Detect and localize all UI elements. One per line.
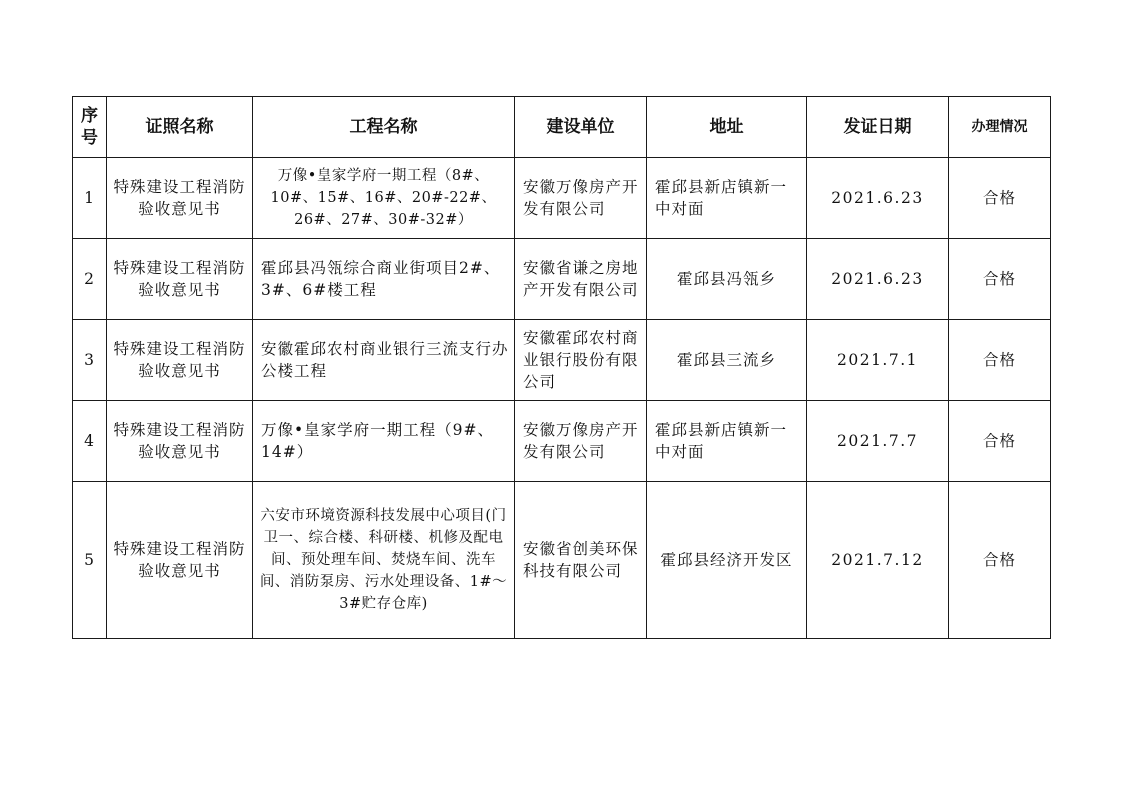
cell-address: 霍邱县新店镇新一中对面 xyxy=(647,158,807,239)
cell-serial-number: 5 xyxy=(73,482,107,639)
header-address: 地址 xyxy=(647,97,807,158)
cell-serial-number: 1 xyxy=(73,158,107,239)
certificate-table xyxy=(72,96,1051,639)
cell-certificate-name: 特殊建设工程消防验收意见书 xyxy=(107,401,253,482)
cell-issue-date: 2021.7.7 xyxy=(807,401,949,482)
cell-project-name: 万像•皇家学府一期工程（9#、14#） xyxy=(253,401,515,482)
cell-issue-date: 2021.6.23 xyxy=(807,239,949,320)
cell-address: 霍邱县三流乡 xyxy=(647,320,807,401)
cell-certificate-name: 特殊建设工程消防验收意见书 xyxy=(107,239,253,320)
cell-status: 合格 xyxy=(949,239,1051,320)
table-row xyxy=(73,239,1051,320)
header-issue-date: 发证日期 xyxy=(807,97,949,158)
header-project-name: 工程名称 xyxy=(253,97,515,158)
table-row xyxy=(73,401,1051,482)
cell-project-name: 霍邱县冯瓴综合商业街项目2#、3#、6#楼工程 xyxy=(253,239,515,320)
cell-project-name: 安徽霍邱农村商业银行三流支行办公楼工程 xyxy=(253,320,515,401)
cell-address: 霍邱县冯瓴乡 xyxy=(647,239,807,320)
table-row xyxy=(73,482,1051,639)
table-header-row xyxy=(73,97,1051,158)
cell-construction-unit: 安徽霍邱农村商业银行股份有限公司 xyxy=(515,320,647,401)
cell-serial-number: 3 xyxy=(73,320,107,401)
cell-serial-number: 2 xyxy=(73,239,107,320)
cell-certificate-name: 特殊建设工程消防验收意见书 xyxy=(107,482,253,639)
cell-project-name: 万像•皇家学府一期工程（8#、10#、15#、16#、20#-22#、26#、27#、30#-32#） xyxy=(253,158,515,239)
table-row xyxy=(73,158,1051,239)
cell-address: 霍邱县经济开发区 xyxy=(647,482,807,639)
cell-project-name: 六安市环境资源科技发展中心项目(门卫一、综合楼、科研楼、机修及配电间、预处理车间、焚烧车间、洗车间、消防泵房、污水处理设备、1#～3#贮存仓库) xyxy=(253,482,515,639)
header-construction-unit: 建设单位 xyxy=(515,97,647,158)
header-certificate-name: 证照名称 xyxy=(107,97,253,158)
table-row xyxy=(73,320,1051,401)
header-status: 办理情况 xyxy=(949,97,1051,158)
cell-issue-date: 2021.7.12 xyxy=(807,482,949,639)
cell-certificate-name: 特殊建设工程消防验收意见书 xyxy=(107,158,253,239)
cell-construction-unit: 安徽万像房产开发有限公司 xyxy=(515,401,647,482)
cell-serial-number: 4 xyxy=(73,401,107,482)
cell-status: 合格 xyxy=(949,482,1051,639)
cell-status: 合格 xyxy=(949,401,1051,482)
cell-construction-unit: 安徽万像房产开发有限公司 xyxy=(515,158,647,239)
cell-construction-unit: 安徽省谦之房地产开发有限公司 xyxy=(515,239,647,320)
cell-certificate-name: 特殊建设工程消防验收意见书 xyxy=(107,320,253,401)
cell-status: 合格 xyxy=(949,320,1051,401)
cell-issue-date: 2021.7.1 xyxy=(807,320,949,401)
header-serial-number: 序号 xyxy=(73,97,107,158)
cell-construction-unit: 安徽省创美环保科技有限公司 xyxy=(515,482,647,639)
cell-status: 合格 xyxy=(949,158,1051,239)
cell-address: 霍邱县新店镇新一中对面 xyxy=(647,401,807,482)
cell-issue-date: 2021.6.23 xyxy=(807,158,949,239)
